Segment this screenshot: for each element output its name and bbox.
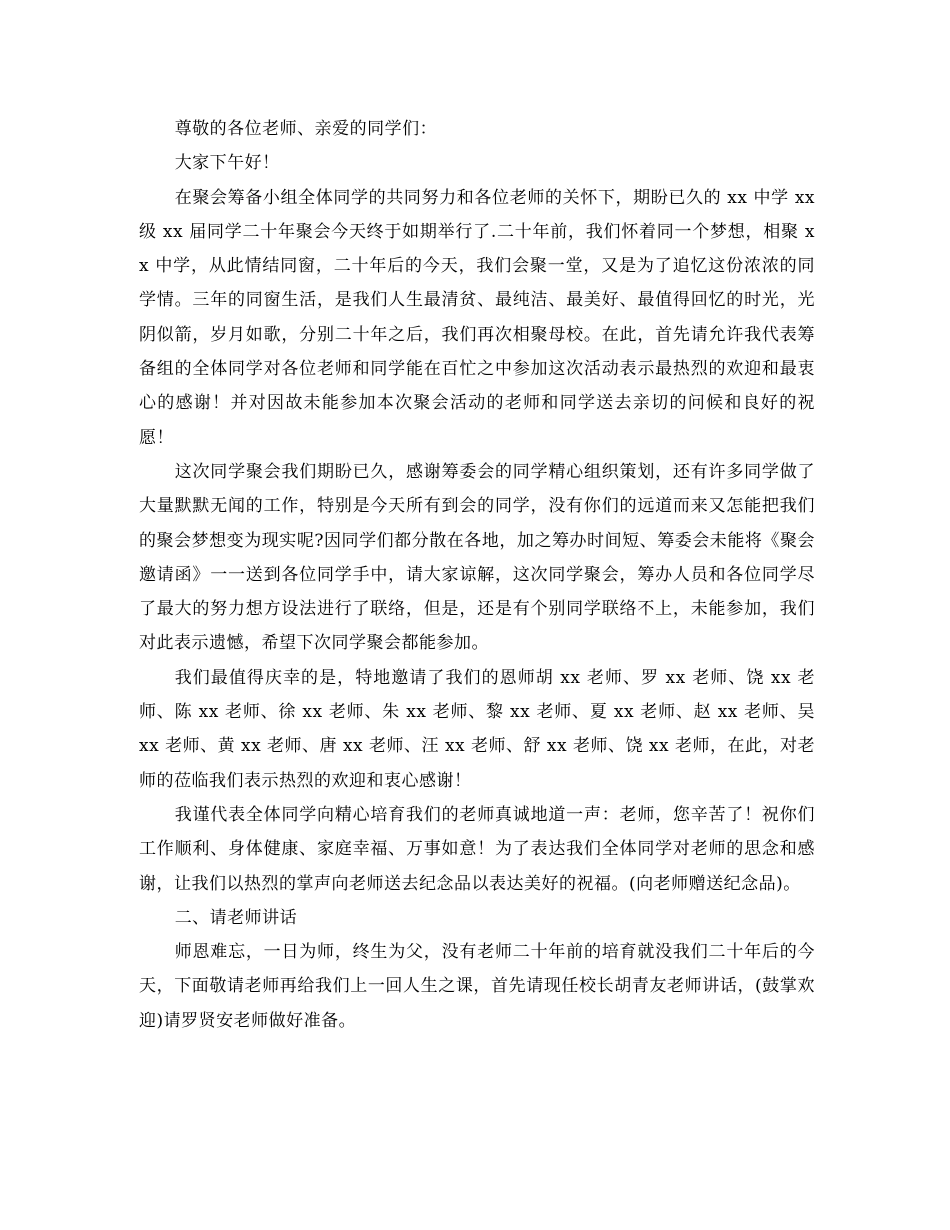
paragraph-gratitude: 我谨代表全体同学向精心培育我们的老师真诚地道一声：老师，您辛苦了！祝你们工作顺利、身体健康、家庭幸福、万事如意！为了表达我们全体同学对老师的思念和感谢，让我们以热烈的掌声向老师送去纪念品以表达美好的祝福。(向老师赠送纪念品)。 (139, 804, 815, 894)
paragraph-teacher-speech: 师恩难忘，一日为师，终生为父，没有老师二十年前的培育就没我们二十年后的今天，下面敬请老师再给我们上一回人生之课，首先请现任校长胡青友老师讲话，(鼓掌欢迎)请罗贤安老师做好准备。 (139, 942, 815, 1031)
paragraph-opening: 在聚会筹备小组全体同学的共同努力和各位老师的关怀下，期盼已久的 xx 中学 xx 级 xx 届同学二十年聚会今天终于如期举行了.二十年前，我们怀着同一个梦想，相聚 xx 中学，从此情结同窗，二十年后的今天，我们会聚一堂，又是为了追忆这份浓浓的同学情。三年的同窗生活，是我们人生最清贫、最纯洁、最美好、最值得回忆的时光，光阴似箭，岁月如歌，分别二十年之后，我们再次相聚母校。在此，首先请允许我代表筹备组的全体同学对各位老师和同学能在百忙之中参加这次活动表示最热烈的欢迎和最衷心的感谢！并对因故未能参加本次聚会活动的老师和同学送去亲切的问候和良好的祝愿！ (139, 187, 815, 448)
paragraph-teachers-welcome: 我们最值得庆幸的是，特地邀请了我们的恩师胡 xx 老师、罗 xx 老师、饶 xx 老师、陈 xx 老师、徐 xx 老师、朱 xx 老师、黎 xx 老师、夏 xx 老师、赵 xx 老师、吴 xx 老师、黄 xx 老师、唐 xx 老师、汪 xx 老师、舒 xx 老师、饶 xx 老师，在此，对老师的莅临我们表示热烈的欢迎和衷心感谢！ (139, 667, 815, 791)
greeting: 大家下午好！ (174, 153, 280, 174)
salutation: 尊敬的各位老师、亲爱的同学们： (174, 119, 438, 139)
paragraph-thanks-committee: 这次同学聚会我们期盼已久，感谢筹委会的同学精心组织策划，还有许多同学做了大量默默无闻的工作，特别是今天所有到会的同学，没有你们的远道而来又怎能把我们的聚会梦想变为现实呢?因同学们都分散在各地，加之筹办时间短、筹委会未能将《聚会邀请函》一一送到各位同学手中，请大家谅解，这次同学聚会，筹办人员和各位同学尽了最大的努力想方设法进行了联络，但是，还是有个别同学联络不上，未能参加，我们对此表示遗憾，希望下次同学聚会都能参加。 (139, 461, 815, 654)
document-body (139, 112, 815, 1038)
section-heading: 二、请老师讲话 (174, 907, 298, 928)
